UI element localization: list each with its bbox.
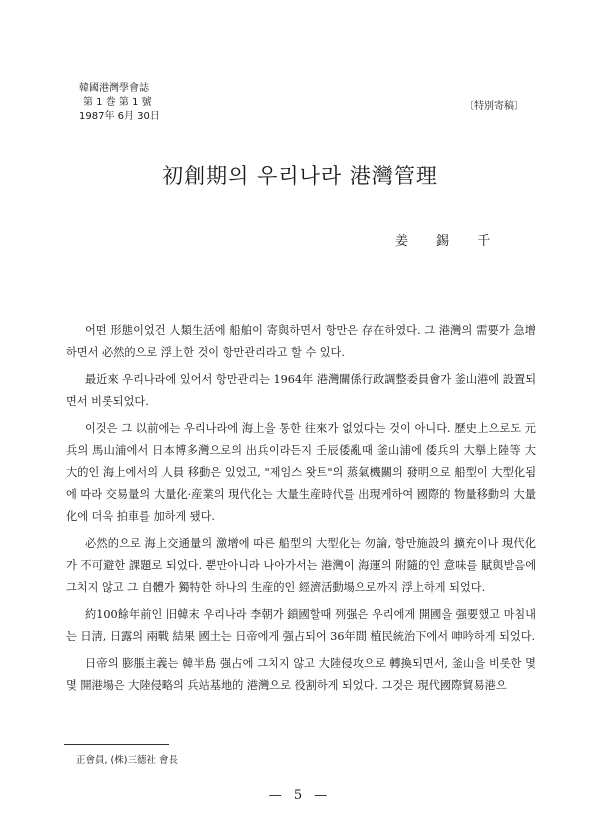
body-paragraph: 最近來 우리나라에 있어서 항만관리는 1964年 港灣關係行政調整委員會가 釜山港에 設置되면서 비롯되었다. bbox=[66, 373, 536, 408]
publication-date: 1987年 6月 30日 bbox=[79, 111, 160, 122]
body-paragraph: 約100餘年前인 旧韓末 우리나라 李朝가 鎖國할때 列强은 우리에게 開國을 强要했고 마침내는 日淸, 日露의 兩戰 結果 國土는 日帝에게 强占되어 36年間 植民統治下에서 呻吟하게 되었다. bbox=[66, 608, 536, 643]
special-contribution-label: 〔特別寄稿〕 bbox=[464, 101, 524, 112]
footnote-divider bbox=[64, 744, 169, 745]
journal-info bbox=[79, 82, 160, 124]
page-number: — 5 — bbox=[268, 788, 332, 803]
author-name: 姜 錫 千 bbox=[395, 234, 503, 249]
footnote: 正會員, (株)三德社 會長 bbox=[76, 755, 178, 766]
body-paragraph: 어떤 形態이었건 人類生活에 船舶이 寄與하면서 항만은 存在하였다. 그 港灣의 需要가 急增하면서 必然的으로 浮上한 것이 항만관리라고 할 수 있다. bbox=[66, 324, 536, 359]
body-paragraph: 日帝의 膨脹主義는 韓半島 强占에 그치지 않고 大陸侵攻으로 轉換되면서, 釜山을 비롯한 몇몇 開港場은 大陸侵略의 兵站基地的 港灣으로 役割하게 되었다. 그것은 現代國際貿易港으 bbox=[66, 657, 536, 692]
article-body bbox=[66, 320, 536, 702]
article-title: 初創期의 우리나라 港灣管理 bbox=[162, 164, 438, 188]
body-paragraph: 必然的으로 海上交通量의 激增에 따른 船型의 大型化는 勿論, 항만施設의 擴充이나 現代化가 不可避한 課題로 되었다. 뿐만아니라 나아가서는 港灣이 海運의 附隨的인 意味를 賦與받음에 그치지 않고 그 自體가 獨特한 하나의 生産的인 經濟活動場으로까지 浮上하게 되었다. bbox=[66, 537, 536, 594]
volume-issue: 第 1 巻 第 1 號 bbox=[83, 97, 152, 108]
journal-name: 韓國港灣學會誌 bbox=[79, 83, 149, 94]
body-paragraph: 이것은 그 以前에는 우리나라에 海上을 통한 往來가 없었다는 것이 아니다. 歷史上으로도 元兵의 馬山浦에서 日本博多灣으로의 出兵이라든지 壬辰倭亂때 釜山浦에 倭兵의 大擧上陸等 大大的인 海上에서의 人員 移動은 있었고, "제임스 왓트"의 蒸氣機關의 發明으로 船型이 大型化됨에 따라 交易量의 大量化·産業의 現代化는 大量生産時代를 出現케하여 國際的 物量移動의 大量化에 더욱 拍車를 加하게 됐다. bbox=[66, 422, 536, 523]
